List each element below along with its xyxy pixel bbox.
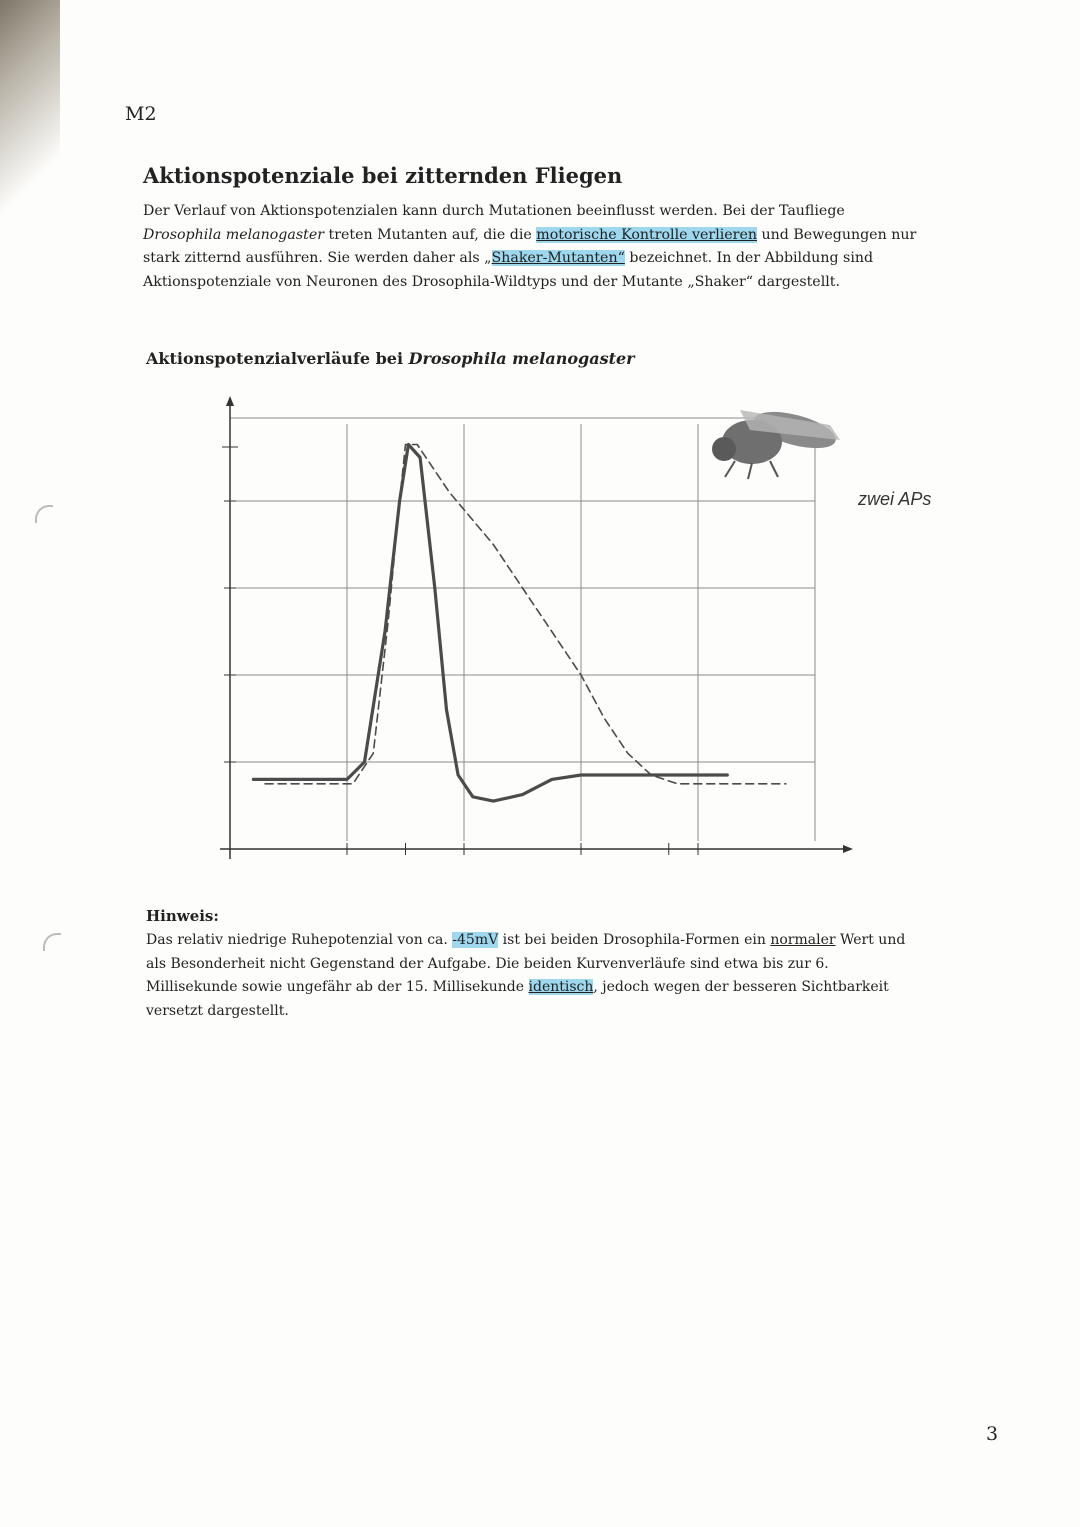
note-paragraph: Das relativ niedrige Ruhepotenzial von ca. -45mV ist bei beiden Drosophila-Formen ein normaler Wert und als Besonderheit nicht Gegenstand der Aufgabe. Die beiden Kurvenverläufe sind etwa bis zur 6. Millisekunde sowie ungefähr ab der 15. Millisekunde identisch, jedoch wegen der besseren Sichtbarkeit versetzt dargestellt. [146, 932, 906, 1019]
x-axis-arrow [843, 845, 853, 853]
shaker-curve [265, 445, 786, 784]
handwritten-note: zwei APs [858, 489, 932, 509]
highlight: identisch [528, 979, 594, 995]
page-number: 3 [986, 1423, 999, 1445]
scan-shadow [0, 0, 60, 230]
highlight: Shaker-Mutanten“ [491, 250, 625, 266]
action-potential-chart [140, 385, 932, 895]
scan-mark [35, 505, 53, 523]
underline-mark: normaler [770, 932, 836, 948]
highlight: motorische Kontrolle verlieren [536, 226, 757, 243]
chart-heading: Aktionspotenzialverläufe bei Drosophila melanogaster [146, 349, 635, 368]
highlight: -45mV [452, 932, 499, 948]
page-title: Aktionspotenziale bei zitternden Fliegen [143, 163, 623, 188]
y-axis-arrow [226, 396, 234, 406]
fly-illustration [712, 405, 840, 479]
intro-paragraph: Der Verlauf von Aktionspotenzialen kann durch Mutationen beeinflusst werden. Bei der Taufliege Drosophila melanogaster treten Mutanten auf, die die motorische Kontrolle verlieren und Bewegungen nur stark zitternd ausführen. Sie werden daher als „Shaker-Mutanten“ bezeichnet. In der Abbildung sind Aktionspotenziale von Neuronen des Drosophila-Wildtyps und der Mutante „Shaker“ dargestellt. [143, 203, 917, 290]
material-marker: M2 [125, 103, 157, 125]
scan-mark [43, 933, 61, 951]
note-title: Hinweis: [146, 907, 219, 925]
wildtype-curve [253, 445, 727, 802]
